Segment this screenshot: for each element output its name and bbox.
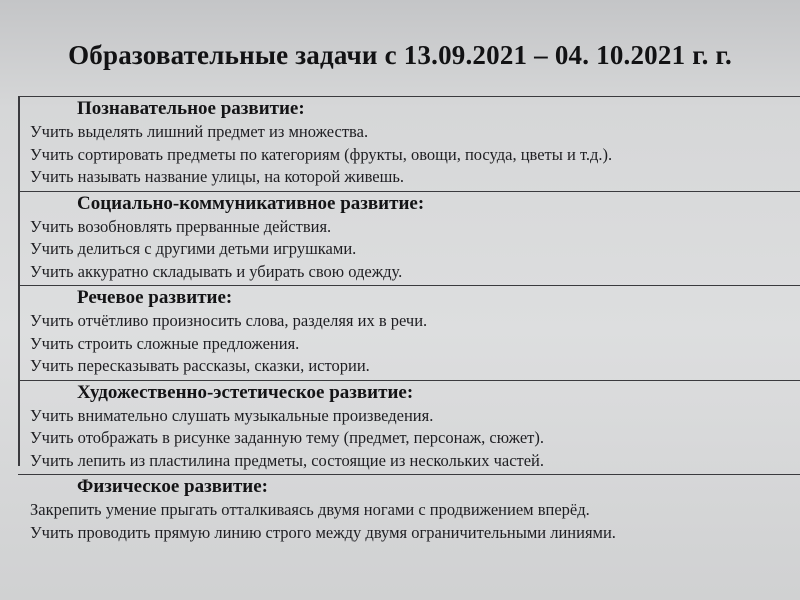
task-line: Учить отображать в рисунке заданную тему (предмет, персонаж, сюжет).: [30, 428, 544, 447]
task-line: Учить проводить прямую линию строго между двумя ограничительными линиями.: [30, 522, 616, 542]
section-physical: [18, 475, 800, 546]
task-line: Учить аккуратно складывать и убирать свою одежду.: [30, 261, 403, 281]
section-heading: Художественно-эстетическое развитие:: [77, 381, 414, 403]
task-line: Учить лепить из пластилина предметы, состоящие из нескольких частей.: [30, 450, 545, 470]
section-heading: Социально-коммуникативное развитие:: [77, 192, 425, 214]
section-speech: [18, 286, 800, 381]
page-title: Образовательные задачи с 13.09.2021 – 04. 10.2021 г. г.: [68, 40, 732, 70]
tasks-table: [18, 96, 800, 546]
section-heading: Физическое развитие:: [77, 476, 268, 497]
section-heading: Речевое развитие:: [77, 287, 233, 308]
task-line: Учить отчётливо произносить слова, разделяя их в речи.: [30, 311, 428, 330]
task-line: Учить сортировать предметы по категориям (фрукты, овощи, посуда, цветы и т.д.).: [30, 144, 613, 164]
section-heading: Познавательное развитие:: [77, 98, 305, 119]
task-line: Учить называть название улицы, на которой живешь.: [30, 167, 404, 186]
section-social: [18, 192, 800, 287]
task-line: Закрепить умение прыгать отталкиваясь двумя ногами с продвижением вперёд.: [30, 500, 590, 519]
task-line: Учить возобновлять прерванные действия.: [30, 216, 332, 236]
task-line: Учить внимательно слушать музыкальные произведения.: [30, 405, 434, 425]
task-line: Учить пересказывать рассказы, сказки, истории.: [30, 356, 370, 375]
task-line: Учить выделять лишний предмет из множества.: [30, 122, 369, 141]
section-artistic: [18, 381, 800, 476]
task-line: Учить строить сложные предложения.: [30, 333, 300, 353]
task-line: Учить делиться с другими детьми игрушками.: [30, 239, 357, 258]
section-cognitive: [18, 97, 800, 192]
